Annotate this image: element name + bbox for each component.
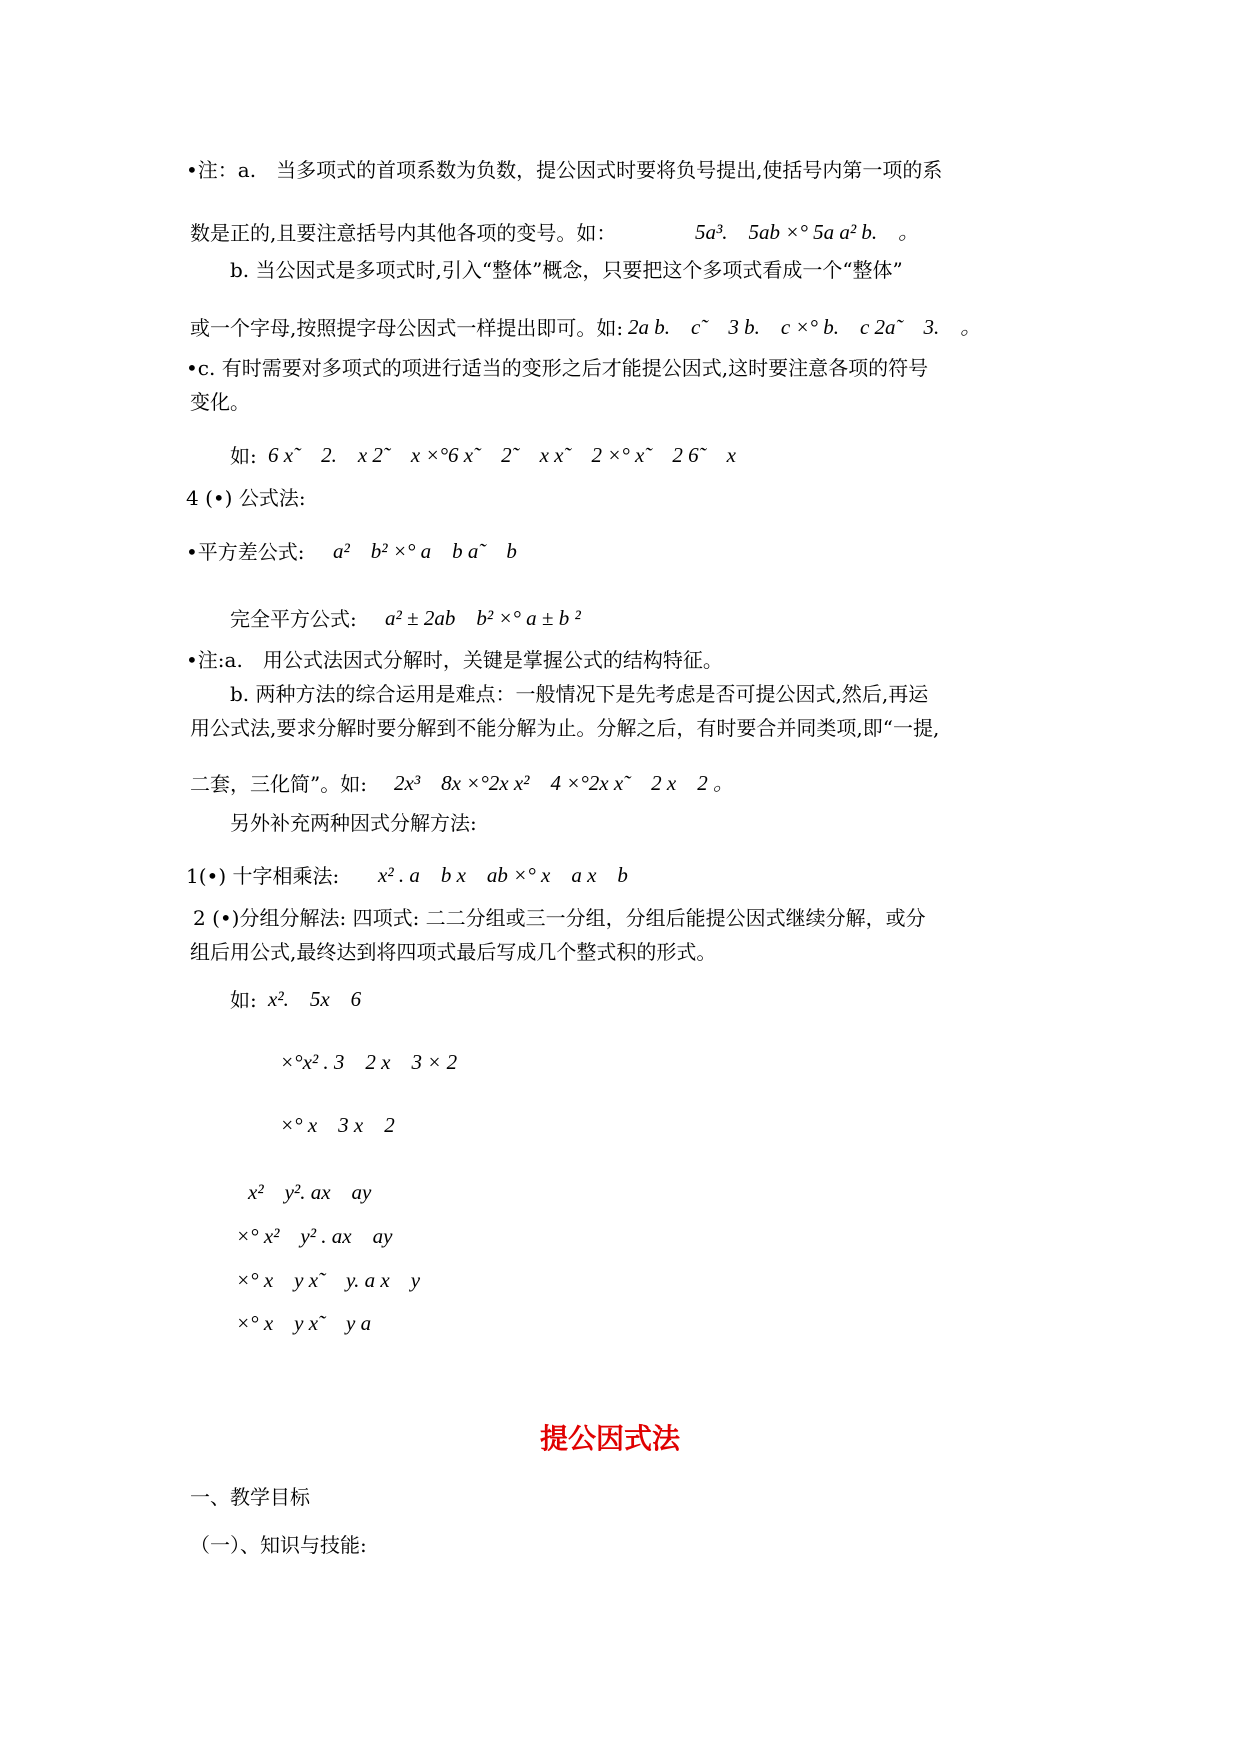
math-expression: 2a b. c˜ 3 b. c ×° b. c 2a˜ 3. 。 — [628, 315, 982, 339]
text-line: 二套，三化简”。如: — [190, 772, 367, 796]
section-heading: 提公因式法 — [540, 1422, 681, 1455]
text-line: •注：a. 当多项式的首项系数为负数，提公因式时要将负号提出,使括号内第一项的系 — [186, 158, 943, 182]
text-line: 变化。 — [190, 390, 250, 414]
text-line: 如: — [230, 988, 257, 1012]
text-line: （一）、知识与技能: — [190, 1533, 367, 1557]
text-line: b. 当公因式是多项式时,引入“整体”概念，只要把这个多项式看成一个“整体” — [230, 258, 903, 282]
text-line: 数是正的,且要注意括号内其他各项的变号。如： — [190, 221, 617, 245]
math-expression: ×° x² y² . ax ay — [236, 1224, 393, 1248]
text-line: 组后用公式,最终达到将四项式最后写成几个整式积的形式。 — [190, 940, 717, 964]
math-expression: 5a³. 5ab ×° 5a a² b. 。 — [695, 220, 920, 244]
text-line: •c. 有时需要对多项式的项进行适当的变形之后才能提公因式,这时要注意各项的符号 — [186, 356, 929, 380]
math-expression: ×°x² . 3 2 x 3 × 2 — [280, 1050, 458, 1074]
text-line: 另外补充两种因式分解方法: — [230, 811, 477, 835]
math-expression: a² ± 2ab b² ×° a ± b ² — [385, 606, 581, 630]
math-expression: x² y². ax ay — [248, 1180, 372, 1204]
math-expression: 2x³ 8x ×°2x x² 4 ×°2x x˜ 2 x 2 。 — [394, 771, 734, 795]
text-line: 一、教学目标 — [190, 1485, 310, 1509]
text-line: 2 (•)分组分解法: 四项式: 二二分组或三一分组，分组后能提公因式继续分解，或分 — [193, 906, 926, 930]
math-expression: x². 5x 6 — [268, 987, 362, 1011]
text-line: 4 (•) 公式法: — [186, 486, 306, 510]
text-line: 用公式法,要求分解时要分解到不能分解为止。分解之后，有时要合并同类项,即“一提, — [190, 716, 940, 740]
text-line: 完全平方公式: — [230, 607, 357, 631]
text-line: 1(•) 十字相乘法: — [186, 864, 340, 888]
math-expression: 6 x˜ 2. x 2˜ x ×°6 x˜ 2˜ x x˜ 2 ×° x˜ 2 6˜ x — [268, 443, 736, 467]
math-expression: ×° x y x˜ y a — [236, 1311, 372, 1335]
text-line: 如: — [230, 444, 257, 468]
text-line: 或一个字母,按照提字母公因式一样提出即可。如: — [190, 316, 624, 340]
text-line: •平方差公式: — [186, 540, 305, 564]
math-expression: x² . a b x ab ×° x a x b — [378, 863, 628, 887]
text-line: b. 两种方法的综合运用是难点：一般情况下是先考虑是否可提公因式,然后,再运 — [230, 682, 929, 706]
math-expression: a² b² ×° a b a˜ b — [333, 539, 517, 563]
text-line: •注:a. 用公式法因式分解时，关键是掌握公式的结构特征。 — [186, 648, 723, 672]
math-expression: ×° x 3 x 2 — [280, 1113, 395, 1137]
math-expression: ×° x y x˜ y. a x y — [236, 1268, 421, 1292]
